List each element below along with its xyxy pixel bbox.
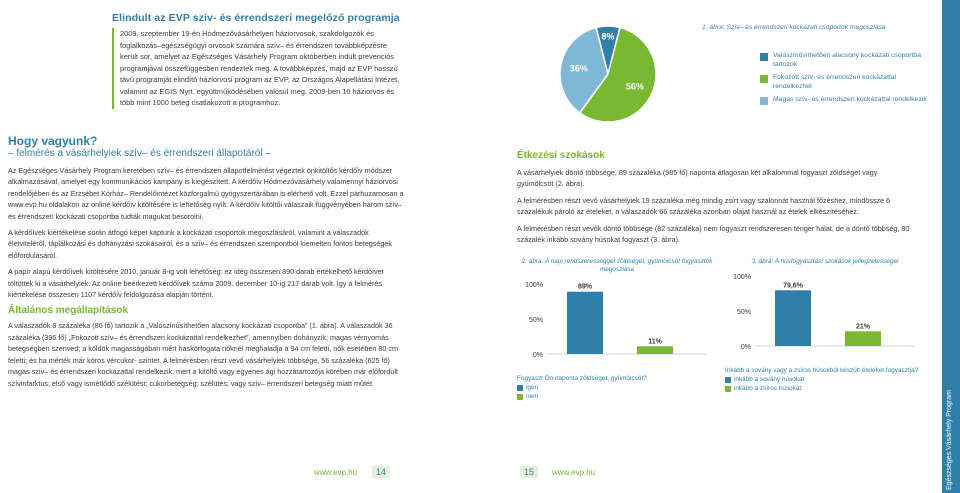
- intro-title: Elindult az EVP szív- és érrendszeri megelőző programja: [112, 12, 400, 24]
- section-heading-hogy-vagyunk: Hogy vagyunk?: [8, 134, 98, 148]
- paragraph: A felmérésben részt vevők döntő többsége (82 százaléka) nem fogyaszt rendszeresen tenger halat, de a döntő többség, 80 százalék inkább sovány húsokat fogyaszt (3. ábra).: [517, 223, 910, 245]
- bar: [637, 346, 673, 354]
- chart3-legend-fat: [725, 384, 925, 393]
- bar-data-label: 79,6%: [783, 282, 803, 290]
- footer-url[interactable]: www.evp.hu: [552, 468, 596, 477]
- pie-caption: 1. ábra: Szív– és érrendszeri kockázati csoportok megoszlása: [702, 24, 886, 31]
- y-tick-label: 0%: [740, 344, 751, 351]
- paragraph: A kérdőívek kiértékelése során átfogó képet kaptunk a kockázati csoportok megoszlásáról, valamint a válaszadók életvitelérõl, táplálkozási és dohányzási szokásairól, és a szív– és érrendszeri szempontból kiemelten fontos betegségek előfordulásáról.: [8, 228, 392, 260]
- footer-url[interactable]: www.evp.hu: [314, 468, 358, 477]
- bar: [567, 292, 603, 354]
- pie-legend-item: [760, 52, 930, 69]
- left-column: [8, 134, 404, 394]
- bar: [845, 331, 881, 346]
- legend-swatch: [760, 53, 768, 61]
- pie-data-label: 8%: [601, 31, 615, 42]
- pie-chart: [508, 16, 708, 126]
- legend-swatch: [760, 75, 768, 83]
- pie-legend-item: [760, 74, 930, 91]
- bar-data-label: 21%: [855, 323, 871, 331]
- legend-swatch: [517, 394, 523, 400]
- intro-box: [112, 12, 404, 124]
- bar-data-label: 11%: [648, 338, 662, 346]
- chart3-question: Inkább a sovány vagy a zsíros húsokból készült ételeket fogyasztja?: [725, 367, 919, 374]
- chart-vegetable: [517, 258, 717, 428]
- chart3-legend-lean: [725, 375, 925, 384]
- chart2-legend-yes: [517, 383, 717, 392]
- y-tick-label: 100%: [525, 282, 543, 289]
- legend-swatch: [517, 385, 523, 391]
- bar: [775, 290, 811, 346]
- section-subheading: – felmérés a vásárhelyiek szív– és érrendszeri állapotáról –: [8, 148, 271, 159]
- chart2-title: 2. ábra: A napi rendszerességgel zöldséget, gyümölcsöt fogyasztók megoszlása: [521, 258, 713, 273]
- paragraph: A felmérésben részt vevő vásárhelyiek 19 százaléka még mindig zsírt vagy szalonnát használ főzéshez, mindössze 6 százalékuk pároló az ételeket, a válaszadók 66 százaléka azonban olajat használ az ételek elkészítéséhez.: [517, 195, 891, 217]
- page-number: 15: [520, 466, 538, 478]
- pie-legend: [760, 52, 930, 110]
- side-band: [942, 0, 960, 493]
- chart2-question: Fogyaszt Ön naponta zöldséget, gyümölcsöt?: [517, 375, 647, 382]
- legend-label: Fokozott szív- és érrendszeri kockázattal rendelkezhet: [773, 74, 897, 90]
- pie-legend-item: [760, 96, 930, 105]
- chart-meat: [725, 258, 925, 428]
- chart3-title: 3. ábra: A húsfogyasztási szokások jellegzetességei: [751, 258, 899, 265]
- side-text: Egészséges Vásárhely Program: [946, 390, 953, 490]
- chart3-svg: [725, 266, 925, 361]
- right-column: [517, 150, 913, 250]
- y-tick-label: 50%: [736, 309, 751, 316]
- chart2-legend-no: [517, 392, 717, 401]
- page-number: 14: [372, 466, 390, 478]
- bar-data-label: 89%: [577, 283, 593, 291]
- paragraph: A papír alapú kérdőívek kitöltésére 2010. január 8-ig volt lehetőség: ez idég összesen 890 darab értékelhető kérdőívet töltöttek ki a vásárhelyiek. Az online beérkezett kérdőívek száma 2009. december 10-ig 217 darab volt. Így a felmérés kiértékelése összesen 1107 kérdőív feldolgozása alapján történt.: [8, 267, 384, 300]
- legend-label: igen: [526, 384, 539, 391]
- legend-label: nem: [526, 393, 539, 400]
- y-tick-label: 50%: [528, 317, 543, 324]
- paragraph: A vásárhelyiek döntő többsége, 89 százaléka (985 fő) naponta átlagosan két alkalommal fogyaszt zöldséget vagy gyümölcsöt (2. ábra).: [517, 168, 878, 189]
- legend-swatch: [760, 97, 768, 105]
- paragraph: Az Egészséges Vásárhely Program keretében szív– és érrendszeri állapotfelmérést végeztek önkitöltős kérdőív módszer alkalmazásával, amelyet egy kommunikációs kampány is kiegészített. A kérdőív Hódmezővásárhely valamennyi háziorvosi rendelőjében és az Erzsébet Kórház– Rendelőintézet közforgalmú gyógyszertárában is elérhető volt. Ezzel párhuzamosan a www.evp.hu oldalakon az online kérdőív kitöltésére is lehetőség nyílt. A kérdőív kitöltői válaszaik függvényében három szív– és érrendszeri kockázati csoportba tudták magukat besorolni.: [8, 166, 404, 221]
- section-heading-etkezesi: Étkezési szokások: [517, 150, 605, 161]
- pie-data-label: 36%: [569, 63, 588, 74]
- legend-label: Valószínűsíthetően alacsony kockázati csoportba tartozók: [773, 52, 921, 68]
- chart2-svg: [517, 274, 717, 369]
- legend-label: inkább a sovány húsokat: [734, 376, 805, 383]
- legend-label: inkább a zsíros húsokat: [734, 385, 802, 392]
- paragraph: A válaszadók 8 százaléka (86 fő) tartozik a „Valószínűsíthetően alacsony kockázati csoportba” (1. ábra). A válaszadók 36 százaléka (396 fő) „Fokozott szív– és érrendszeri kockázattal rendelkezhet”, amennyiben dohányzik; magas vérnyomás betegségben szenved; a köldök magasságában mért haskörfogata nőknél meghaladja a 94 cm feletti, nők esetében 80 cm feletti; és ha mérték már kóros vércukor- szintet. A felmérésben részt vevő vásárhelyiek többsége, 56 százaléka (625 fő) magas szív– és érrendszeri kockázattal rendelkezik, mert a kitöltő vagy egyenes ági hozzátartozója körében már előfordult szívinfarktus; első vagy ismétlődő szélütést; cukorbetegség; szélütés; vagy szív– érrendszeri betegség miatt műtét.: [8, 321, 398, 388]
- y-tick-label: 0%: [532, 352, 543, 359]
- legend-swatch: [725, 386, 731, 392]
- y-tick-label: 100%: [733, 274, 751, 281]
- intro-text: 2009. szeptember 19-én Hódmezővásárhelyen háziorvosok, szakdolgozók és foglalkozás–egészségügyi orvosok számára szív– és érrendszeri továbbképzésre került sor, amelyet az Egészséges Vásárhely Program októberben indult prevenciós programjával összefüggésben rendeztek meg. A továbbképzés, majd az EVP hosszú távú programját elindító háziorvosi program az EVP, az Országos Alapellátási Intézet, valamint az EGIS Nyrt. együttműködésében valósul meg. 2009-ben 10 háziorvos és több mint 1000 beteg csatlakozott a programhoz.: [112, 28, 404, 109]
- pie-chart-svg: [508, 16, 708, 126]
- legend-label: Magas szív- és érrendszeri kockázattal rendelkezik: [773, 96, 927, 103]
- legend-swatch: [725, 377, 731, 383]
- section-heading-altalanos: Általános megállapítások: [8, 305, 129, 317]
- pie-data-label: 56%: [625, 81, 644, 92]
